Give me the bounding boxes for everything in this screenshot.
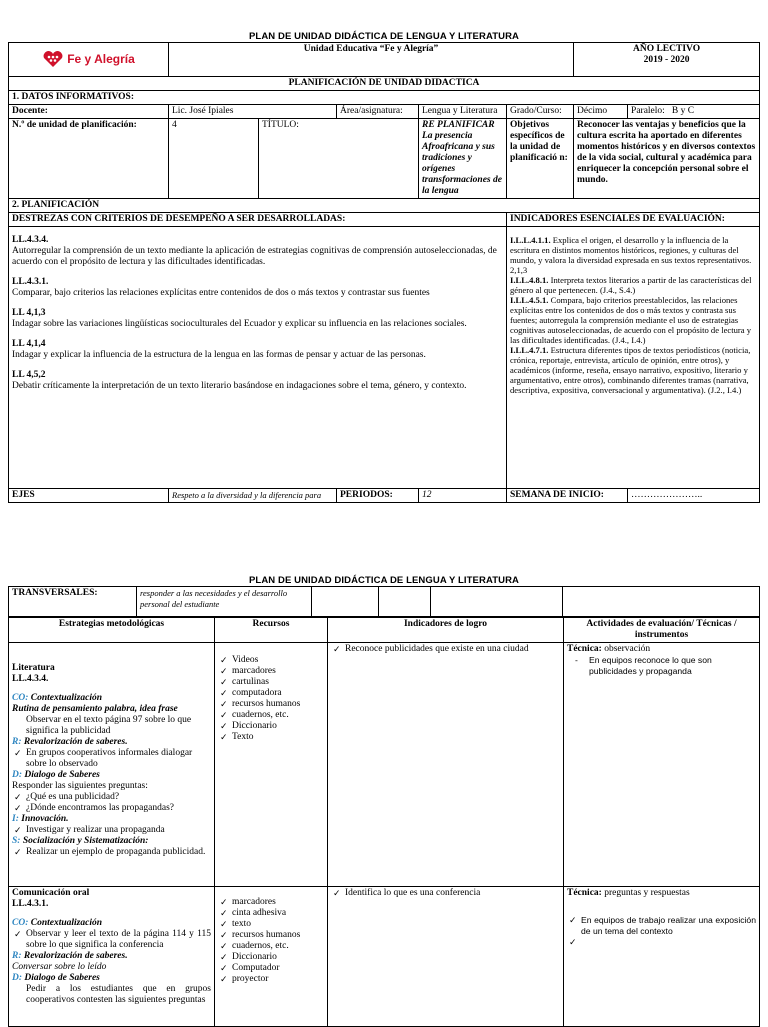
- destrezas-header: DESTREZAS CON CRITERIOS DE DESEMPEÑO A SER DESARROLLADAS:: [9, 213, 507, 227]
- block-code: LL.4.3.1.: [12, 899, 49, 909]
- transversales-value: responder a las necesidades y el desarrollo personal del estudiante: [137, 587, 312, 617]
- i-item: ✓ Investigar y realizar una propaganda: [12, 825, 211, 836]
- empty-cell: [379, 587, 431, 617]
- school-name: Unidad Educativa “Fe y Alegría”: [169, 43, 574, 77]
- area-value: Lengua y Literatura: [419, 105, 507, 119]
- titulo-label: TÍTULO:: [259, 119, 419, 199]
- dash-icon: -: [575, 655, 578, 665]
- strategies-table: [8, 586, 760, 617]
- d-label: D:: [12, 973, 23, 983]
- recurso-item: ✓ marcadores: [218, 666, 324, 677]
- logro-item: ✓ Reconoce publicidades que existe en una ciudad: [331, 644, 560, 655]
- d-item: Pedir a los estudiantes que en grupos cooperativos contesten las siguientes preguntas: [26, 984, 211, 1005]
- destreza-item: [12, 277, 503, 299]
- section-subtitle: PLANIFICACIÓN DE UNIDAD DIDACTICA: [9, 77, 760, 91]
- observe-item: ✓ Observar y leer el texto de la página 114 y 115 sobre lo que significa la conferencia: [12, 929, 211, 951]
- fe-y-alegria-logo: [12, 44, 165, 74]
- r-label: R:: [12, 737, 22, 747]
- paralelo-label: Paralelo:: [631, 106, 665, 116]
- indicador-code: I.LL.4.7.1.: [510, 345, 549, 355]
- col-recursos: Recursos: [215, 618, 328, 643]
- destreza-text: Indagar sobre las variaciones lingüísticas socioculturales del Ecuador y explicar su influencia en las relaciones sociales.: [12, 319, 467, 329]
- recurso-item: ✓ marcadores: [218, 897, 324, 908]
- ejes-value: Respeto a la diversidad y la diferencia para: [169, 489, 337, 503]
- block-heading: Literatura: [12, 663, 55, 673]
- actividad-literatura: [564, 643, 760, 887]
- recurso-item: ✓ Computador: [218, 963, 324, 974]
- docente-value: Lic. José Ipiales: [169, 105, 337, 119]
- titulo-replanificar: RE PLANIFICAR: [422, 120, 495, 130]
- destreza-text: Indagar y explicar la influencia de la estructura de la lengua en las formas de pensar y actuar de las personas.: [12, 350, 426, 360]
- indicador-item: [510, 235, 756, 275]
- year-value: 2019 - 2020: [643, 55, 690, 65]
- indicador-text: Explica el origen, el desarrollo y la influencia de la escritura en distintos momentos históricos, regiones, y culturas del mundo, y valora la diversidad expresada en sus textos representativos. 2,1,3: [510, 235, 752, 275]
- r-text: Revalorización de saberes.: [21, 737, 128, 747]
- recurso-item: ✓ cuadernos, etc.: [218, 710, 324, 721]
- periodos-label: PERIODOS:: [337, 489, 419, 503]
- plan-header-table: [8, 42, 760, 503]
- indicador-item: [510, 275, 756, 295]
- indicador-code: I.L.L.4.1.1.: [510, 235, 551, 245]
- r-sub: Conversar sobre lo leído: [12, 962, 107, 972]
- co-label: CO:: [12, 693, 29, 703]
- unidad-label: N.º de unidad de planificación:: [9, 119, 169, 199]
- i-text: Innovación.: [18, 814, 69, 824]
- indicador-text: Estructura diferentes tipos de textos periodísticos (noticia, crónica, reportaje, entrevista, artículo de opinión, entre otros), y académicos (informe, reseña, ensayo narrativo, expositivo, literario y argumentativo, entre otros), combinando diferentes tramas (narrativa, descriptiva, expositiva, conversacional y argumentativa). (J.2., I.4.): [510, 345, 751, 395]
- question-item: ✓ ¿Qué es una publicidad?: [12, 792, 211, 803]
- r-label: R:: [12, 951, 22, 961]
- periodos-value: 12: [419, 489, 507, 503]
- recursos-comunicacion: [215, 887, 328, 1027]
- ejes-label: EJES: [9, 489, 169, 503]
- routine-text: Rutina de pensamiento palabra, idea frase: [12, 704, 178, 714]
- i-label: I:: [12, 814, 19, 824]
- activities-table: [8, 617, 760, 1027]
- objetivos-value: Reconocer las ventajas y beneficios que la cultura escrita ha aportado en diferentes momentos históricos y en diversos contextos de la vida social, cultural y académica para enriquecer la concepción personal sobre el mundo.: [574, 119, 760, 199]
- indicador-item: [510, 295, 756, 345]
- destreza-item: [12, 370, 503, 392]
- indicador-item: [510, 345, 756, 395]
- objetivos-label: Objetivos específicos de la unidad de planificació n:: [507, 119, 574, 199]
- s-item: ✓ Realizar un ejemplo de propaganda publicidad.: [12, 847, 211, 858]
- titulo-value: [419, 119, 507, 199]
- s-label: S:: [12, 836, 21, 846]
- recurso-item: ✓ proyector: [218, 974, 324, 985]
- destreza-code: LL.4.3.1.: [12, 277, 49, 287]
- actividad-comunicacion: [564, 887, 760, 1027]
- recurso-item: ✓ Diccionario: [218, 721, 324, 732]
- col-estrategias: Estrategias metodológicas: [9, 618, 215, 643]
- area-label: Área/asignatura:: [337, 105, 419, 119]
- school-year-cell: [574, 43, 760, 77]
- tecnica-label: Técnica:: [567, 888, 602, 898]
- recurso-item: ✓ texto: [218, 919, 324, 930]
- actividad-item: [567, 655, 756, 677]
- estrategias-comunicacion: [9, 887, 215, 1027]
- recurso-item: ✓ recursos humanos: [218, 930, 324, 941]
- logro-item: ✓ Identifica lo que es una conferencia: [331, 888, 560, 899]
- recurso-item: ✓ Videos: [218, 655, 324, 666]
- observe-text: Observar en el texto página 97 sobre lo que significa la publicidad: [26, 715, 192, 736]
- recurso-item: ✓ cinta adhesiva: [218, 908, 324, 919]
- recurso-item: ✓ recursos humanos: [218, 699, 324, 710]
- question-item: ✓ ¿Dónde encontramos las propagandas?: [12, 803, 211, 814]
- r-text: Revalorización de saberes.: [21, 951, 128, 961]
- section-planificacion: 2. PLANIFICACIÓN: [9, 199, 760, 213]
- indicador-code: I.LL.4.8.1.: [510, 275, 549, 285]
- heart-logo-icon: [42, 50, 64, 68]
- destreza-text: Autorregular la comprensión de un texto mediante la aplicación de estrategias cognitivas de comprensión autoseleccionadas, de acuerdo con el propósito de lectura y las dificultades identificadas.: [12, 246, 497, 267]
- paralelo-cell: [628, 105, 760, 119]
- page2-title: PLAN DE UNIDAD DIDÁCTICA DE LENGUA Y LITERATURA: [249, 575, 519, 586]
- paralelo-value: B y C: [671, 106, 695, 116]
- d-label: D:: [12, 770, 23, 780]
- logro-comunicacion: [328, 887, 564, 1027]
- recurso-item: ✓ Texto: [218, 732, 324, 743]
- actividad-item: ✓ En equipos de trabajo realizar una exposición de un tema del contexto: [567, 915, 756, 937]
- destreza-item: [12, 339, 503, 361]
- year-label: AÑO LECTIVO: [632, 44, 701, 54]
- destreza-code: LL.4.3.4.: [12, 235, 49, 245]
- transversales-label: TRANSVERSALES:: [9, 587, 137, 617]
- empty-cell: [431, 587, 563, 617]
- semana-value: …………………..: [628, 489, 760, 503]
- logo-text: Fe y Alegría: [67, 51, 135, 66]
- estrategias-literatura: [9, 643, 215, 887]
- co-label: CO:: [12, 918, 29, 928]
- grado-label: Grado/Curso:: [507, 105, 574, 119]
- indicador-text: Interpreta textos literarios a partir de las características del género al que pertenecen. (J.4., S.4.): [510, 275, 752, 295]
- page1-title: PLAN DE UNIDAD DIDÁCTICA DE LENGUA Y LITERATURA: [249, 31, 519, 42]
- destreza-item: [12, 308, 503, 330]
- actividad-text: En equipos reconoce lo que son publicidades y propaganda: [589, 655, 712, 676]
- recurso-item: ✓ Diccionario: [218, 952, 324, 963]
- indicadores-header: INDICADORES ESENCIALES DE EVALUACIÓN:: [507, 213, 760, 227]
- destreza-text: Comparar, bajo criterios las relaciones explícitas entre contenidos de dos o más textos y contrastar sus fuentes: [12, 288, 430, 298]
- docente-label: Docente:: [9, 105, 169, 119]
- recurso-item: ✓ computadora: [218, 688, 324, 699]
- col-indicadores: Indicadores de logro: [328, 618, 564, 643]
- recurso-item: ✓ cartulinas: [218, 677, 324, 688]
- destreza-text: Debatir críticamente la interpretación de un texto literario basándose en indagaciones sobre el tema, género, y contexto.: [12, 381, 467, 391]
- r-item: ✓ En grupos cooperativos informales dialogar sobre lo observado: [12, 748, 211, 770]
- s-text: Socialización y Sistematización:: [20, 836, 149, 846]
- logo-cell: [9, 43, 169, 77]
- empty-cell: [563, 587, 760, 617]
- d-text: Dialogo de Saberes: [22, 770, 100, 780]
- destreza-code: LL 4,1,4: [12, 339, 46, 349]
- indicador-text: Compara, bajo criterios preestablecidos, las relaciones explícitas entre los contenidos de dos o más textos y contrasta sus fuentes; autorregula la comprensión mediante el uso de estrategias cognitivas autoseleccionadas, de acuerdo con el propósito de lectura y las dificultades identificadas. (J.4., I.4.): [510, 295, 752, 345]
- section-datos: 1. DATOS INFORMATIVOS:: [9, 91, 760, 105]
- tecnica-label: Técnica:: [567, 644, 602, 654]
- unidad-value: 4: [169, 119, 259, 199]
- semana-label: SEMANA DE INICIO:: [507, 489, 628, 503]
- destreza-item: [12, 235, 503, 268]
- destreza-code: LL 4,5,2: [12, 370, 46, 380]
- tecnica-value: observación: [601, 644, 651, 654]
- co-text: Contextualización: [28, 693, 103, 703]
- titulo-text: La presencia Afroafricana y sus tradiciones y orígenes transformaciones de la lengua: [422, 131, 502, 196]
- co-text: Contextualización: [28, 918, 103, 928]
- recursos-literatura: [215, 643, 328, 887]
- recurso-item: ✓ cuadernos, etc.: [218, 941, 324, 952]
- block-code: LL.4.3.4.: [12, 674, 49, 684]
- destrezas-list: [9, 227, 507, 489]
- indicadores-list: [507, 227, 760, 489]
- destreza-code: LL 4,1,3: [12, 308, 46, 318]
- tecnica-value: preguntas y respuestas: [601, 888, 690, 898]
- block-heading: Comunicación oral: [12, 888, 90, 898]
- d-intro: Responder las siguientes preguntas:: [12, 781, 148, 791]
- empty-cell: [312, 587, 379, 617]
- d-text: Dialogo de Saberes: [22, 973, 100, 983]
- logro-literatura: [328, 643, 564, 887]
- indicador-code: I.LL.4.5.1.: [510, 295, 549, 305]
- col-actividades: Actividades de evaluación/ Técnicas / instrumentos: [564, 618, 760, 643]
- grado-value: Décimo: [574, 105, 628, 119]
